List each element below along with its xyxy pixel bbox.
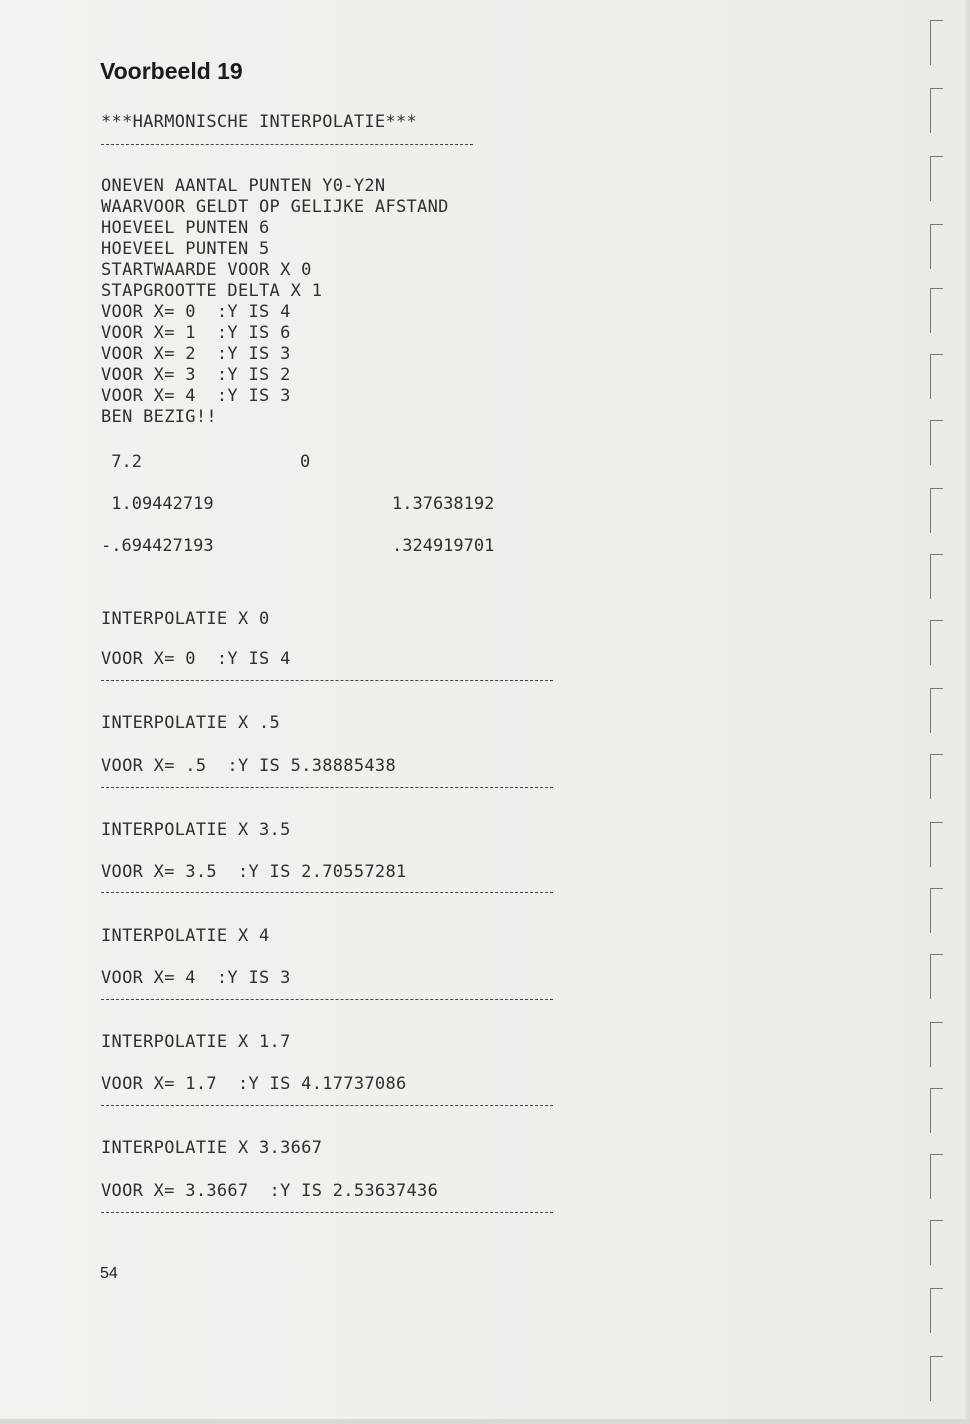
output-line: VOOR X= 2 :Y IS 3 [101,344,291,364]
binder-ring-mark [930,488,943,533]
interpolation-result: VOOR X= .5 :Y IS 5.38885438 [101,756,396,776]
interpolation-query: INTERPOLATIE X .5 [101,713,281,733]
output-line: HOEVEEL PUNTEN 6 [101,218,270,238]
interpolation-result: VOOR X= 3.5 :Y IS 2.70557281 [101,862,407,882]
separator-line [101,999,553,1000]
separator-line [101,1212,553,1213]
binder-ring-mark [930,554,943,599]
example-heading: Voorbeeld 19 [100,58,243,84]
binder-ring-mark [930,1356,943,1401]
page-right-edge [966,0,970,1424]
output-line: STAPGROOTTE DELTA X 1 [101,281,323,301]
separator-line [101,680,553,681]
binder-ring-mark [930,1220,943,1265]
title-underline [101,144,473,145]
binder-ring-mark [930,1288,943,1333]
coefficient-a: -.694427193 [101,536,214,556]
coefficient-b: 0 [300,452,311,472]
interpolation-query: INTERPOLATIE X 0 [101,609,270,629]
binder-ring-mark [930,620,943,665]
output-line: VOOR X= 3 :Y IS 2 [101,365,291,385]
interpolation-result: VOOR X= 3.3667 :Y IS 2.53637436 [101,1181,439,1201]
interpolation-query: INTERPOLATIE X 4 [101,926,270,946]
interpolation-result: VOOR X= 1.7 :Y IS 4.17737086 [101,1074,407,1094]
binder-ring-mark [930,754,943,799]
interpolation-query: INTERPOLATIE X 1.7 [101,1032,291,1052]
binder-ring-mark [930,156,943,201]
binder-ring-mark [930,688,943,733]
program-title: ***HARMONISCHE INTERPOLATIE*** [101,112,418,132]
output-line: VOOR X= 0 :Y IS 4 [101,302,291,322]
separator-line [101,892,553,893]
output-line: WAARVOOR GELDT OP GELIJKE AFSTAND [101,197,449,217]
coefficient-b: .324919701 [392,536,495,556]
binder-ring-mark [930,1154,943,1199]
binder-ring-mark [930,954,943,999]
binder-ring-mark [930,1088,943,1133]
page-number: 54 [100,1265,118,1282]
binder-ring-mark [930,888,943,933]
binder-ring-mark [930,288,943,333]
interpolation-query: INTERPOLATIE X 3.3667 [101,1138,323,1158]
separator-line [101,787,553,788]
interpolation-result: VOOR X= 4 :Y IS 3 [101,968,291,988]
binder-ring-mark [930,224,943,269]
interpolation-query: INTERPOLATIE X 3.5 [101,820,291,840]
output-line: BEN BEZIG!! [101,407,217,427]
binder-ring-mark [930,822,943,867]
coefficient-a: 1.09442719 [101,494,214,514]
page-bottom-edge [0,1419,970,1424]
output-line: VOOR X= 4 :Y IS 3 [101,386,291,406]
binder-ring-mark [930,20,943,65]
separator-line [101,1105,553,1106]
binder-ring-mark [930,420,943,465]
coefficient-a: 7.2 [101,452,142,472]
binder-ring-mark [930,88,943,133]
output-line: ONEVEN AANTAL PUNTEN Y0-Y2N [101,176,386,196]
output-line: HOEVEEL PUNTEN 5 [101,239,270,259]
binder-ring-mark [930,354,943,399]
interpolation-result: VOOR X= 0 :Y IS 4 [101,649,291,669]
binder-ring-mark [930,1022,943,1067]
output-line: STARTWAARDE VOOR X 0 [101,260,312,280]
output-line: VOOR X= 1 :Y IS 6 [101,323,291,343]
coefficient-b: 1.37638192 [392,494,495,514]
